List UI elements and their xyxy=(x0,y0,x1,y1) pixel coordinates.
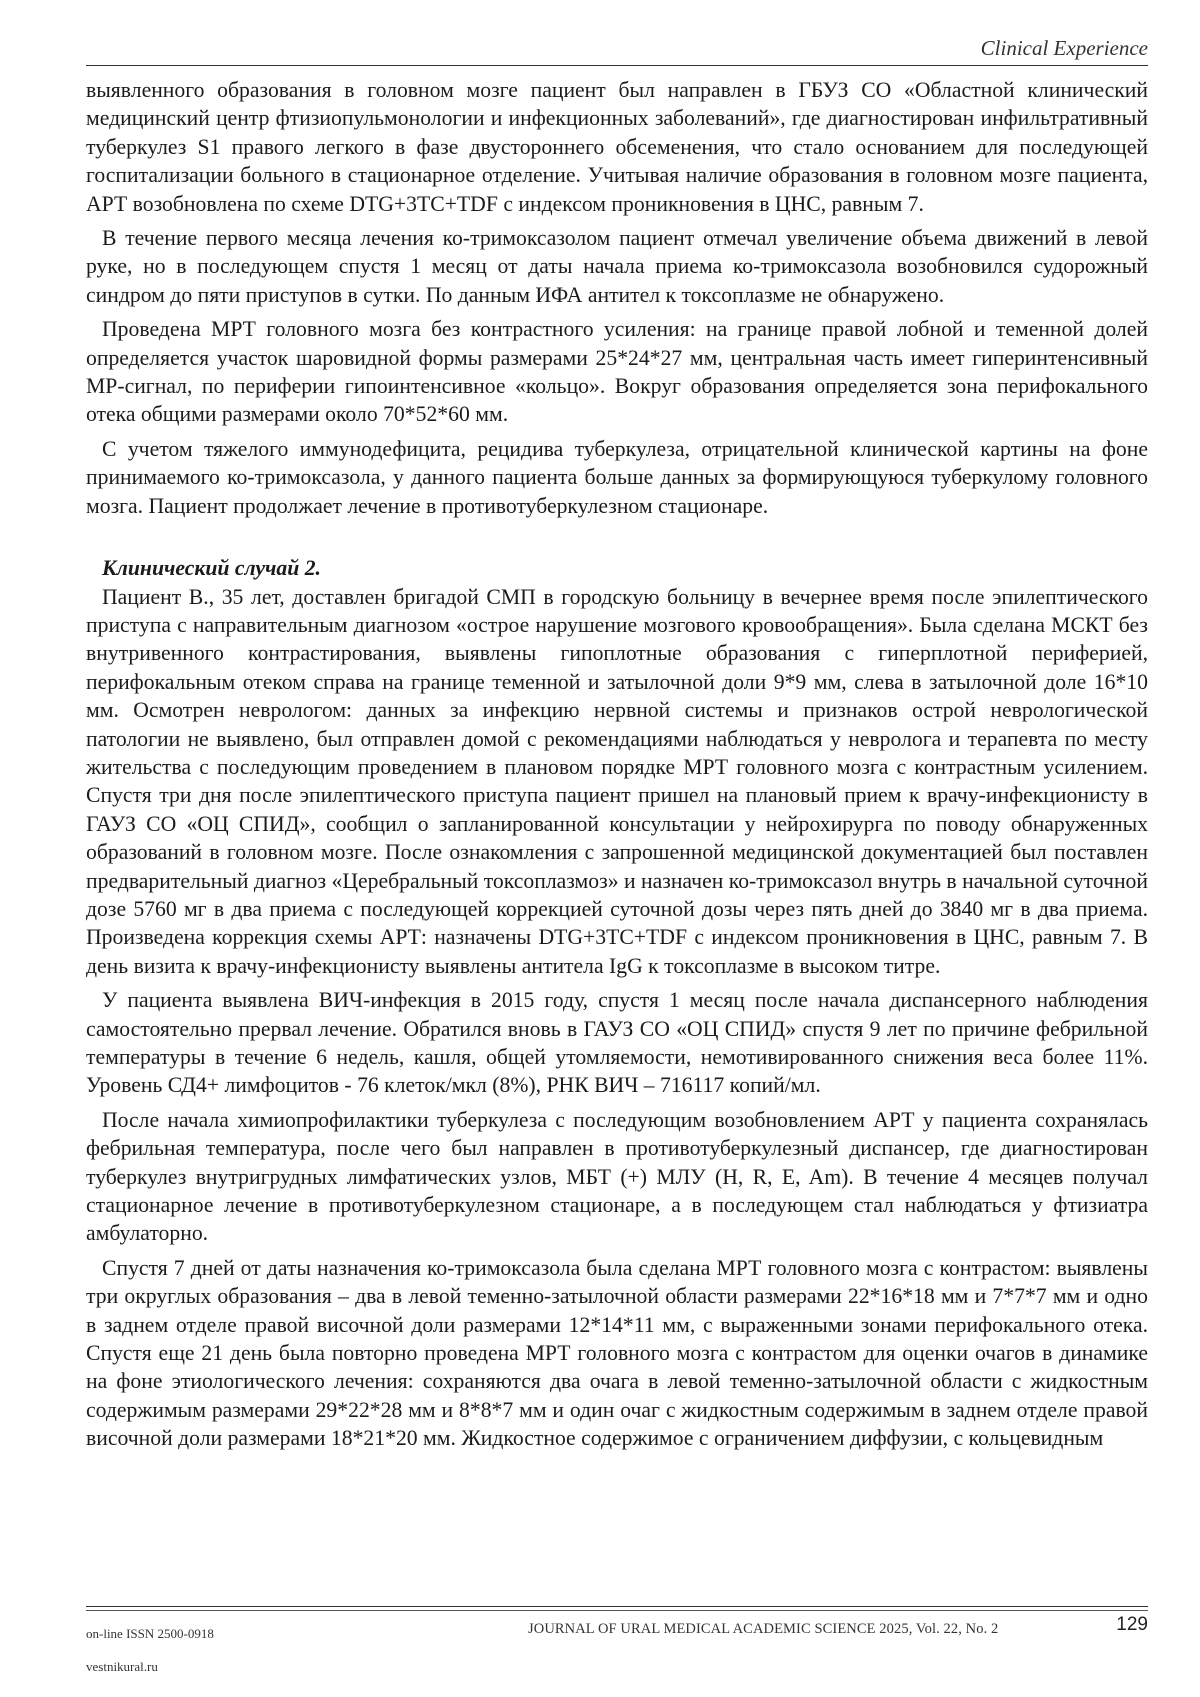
paragraph: Пациент В., 35 лет, доставлен бригадой СМП в городскую больницу в вечернее время после эпилептического приступа с направительным диагнозом «острое нарушение мозгового кровообращения». Была сделана МСКТ без внутривенного контрастирования, выявлены гипоплотные образования с гиперплотной периферией, перифокальным отеком справа на границе теменной и затылочной доли 9*9 мм, слева в затылочной доле 16*10 мм. Осмотрен неврологом: данных за инфекцию нервной системы и признаков острой неврологической патологии не выявлено, был отправлен домой с рекомендациями наблюдаться у невролога и терапевта по месту жительства с последующим проведением в плановом порядке МРТ головного мозга с контрастным усилением. Спустя три дня после эпилептического приступа пациент пришел на плановый прием к врачу-инфекционисту в ГАУЗ СО «ОЦ СПИД», сообщил о запланированной консультации у нейрохирурга по поводу обнаруженных образований в головном мозге. После ознакомления с запрошенной медицинской документацией был поставлен предварительный диагноз «Церебральный токсоплазмоз» и назначен ко-тримоксазол внутрь в начальной суточной дозе 5760 мг в два приема с последующей коррекцией суточной дозы через пять дней до 3840 мг в два приема. Произведена коррекция схемы АРТ: назначены DTG+3TC+TDF с индексом проникновения в ЦНС, равным 7. В день визита к врачу-инфекционисту выявлены антитела IgG к токсоплазме в высоком титре. xyxy=(86,584,1148,978)
paragraph: После начала химиопрофилактики туберкулеза с последующим возобновлением АРТ у пациента сохранялась фебрильная температура, после чего был направлен в противотуберкулезный диспансер, где диагностирован туберкулез внутригрудных лимфатических узлов, МБТ (+) МЛУ (H, R, E, Am). В течение 4 месяцев получал стационарное лечение в противотуберкулезном стационаре, а в последующем стал наблюдаться у фтизиатра амбулаторно. xyxy=(86,1107,1148,1246)
paragraph-continued: выявленного образования в головном мозге пациент был направлен в ГБУЗ СО «Областной клинический медицинский центр фтизиопульмонологии и инфекционных заболеваний», где диагностирован инфильтративный туберкулез S1 правого легкого в фазе двустороннего обсеменения, что стало основанием для последующей госпитализации больного в стационарное отделение. Учитывая наличие образования в головном мозге пациента, АРТ возобновлена по схеме DTG+3TC+TDF с индексом проникновения в ЦНС, равным 7. xyxy=(86,78,1148,216)
paragraph: Проведена МРТ головного мозга без контрастного усиления: на границе правой лобной и теменной долей определяется участок шаровидной формы размерами 25*24*27 мм, центральная часть имеет гиперинтенсивный МР-сигнал, по периферии гипоинтенсивное «кольцо». Вокруг образования определяется зона перифокального отека общими размерами около 70*52*60 мм. xyxy=(86,317,1148,427)
article-body xyxy=(86,76,1148,1453)
page-number: 129 xyxy=(1116,1614,1148,1635)
paragraph: С учетом тяжелого иммунодефицита, рецидива туберкулеза, отрицательной клинической картины на фоне принимаемого ко-тримоксазола, у данного пациента больше данных за формирующуюся туберкулому головного мозга. Пациент продолжает лечение в противотуберкулезном стационаре. xyxy=(86,436,1148,518)
footer-rule-thin xyxy=(86,1610,1148,1611)
footer-journal-title: JOURNAL OF URAL MEDICAL ACADEMIC SCIENCE 2025, Vol. 22, No. 2 xyxy=(528,1621,999,1637)
footer-issn: on-line ISSN 2500-0918 xyxy=(86,1626,214,1641)
paragraph: Спустя 7 дней от даты назначения ко-тримоксазола была сделана МРТ головного мозга с контрастом: выявлены три округлых образования – два в левой теменно-затылочной области размерами 22*16*18 мм и 7*7*7 мм и одно в заднем отделе правой височной доли размерами 12*14*11 мм, с выраженными зонами перифокального отека. Спустя еще 21 день была повторно проведена МРТ головного мозга с контрастом для оценки очагов в динамике на фоне этиологического лечения: сохраняются два очага в левой теменно-затылочной области с жидкостным содержимым размерами 29*22*28 мм и 8*8*7 мм и один очаг с жидкостным содержимым в заднем отделе правой височной доли размерами 18*21*20 мм. Жидкостное содержимое с ограничением диффузии, с кольцевидным xyxy=(86,1255,1148,1451)
running-header-title: Clinical Experience xyxy=(980,36,1148,60)
paragraph: У пациента выявлена ВИЧ-инфекция в 2015 году, спустя 1 месяц после начала диспансерного наблюдения самостоятельно прервал лечение. Обратился вновь в ГАУЗ СО «ОЦ СПИД» спустя 9 лет по причине фебрильной температуры в течение 6 недель, кашля, общей утомляемости, немотивированного снижения веса более 11%. Уровень СД4+ лимфоцитов - 76 клеток/мкл (8%), РНК ВИЧ – 716117 копий/мл. xyxy=(86,988,1148,1098)
footer-rule xyxy=(86,1606,1148,1607)
header-rule xyxy=(86,65,1148,66)
footer-website: vestnikural.ru xyxy=(86,1659,158,1674)
case-heading: Клинический случай 2. xyxy=(102,556,321,581)
paragraph: В течение первого месяца лечения ко-тримоксазолом пациент отмечал увеличение объема движений в левой руке, но в последующем спустя 1 месяц от даты начала приема ко-тримоксазола возобновился судорожный синдром до пяти приступов в сутки. По данным ИФА антител к токсоплазме не обнаружено. xyxy=(86,226,1148,307)
